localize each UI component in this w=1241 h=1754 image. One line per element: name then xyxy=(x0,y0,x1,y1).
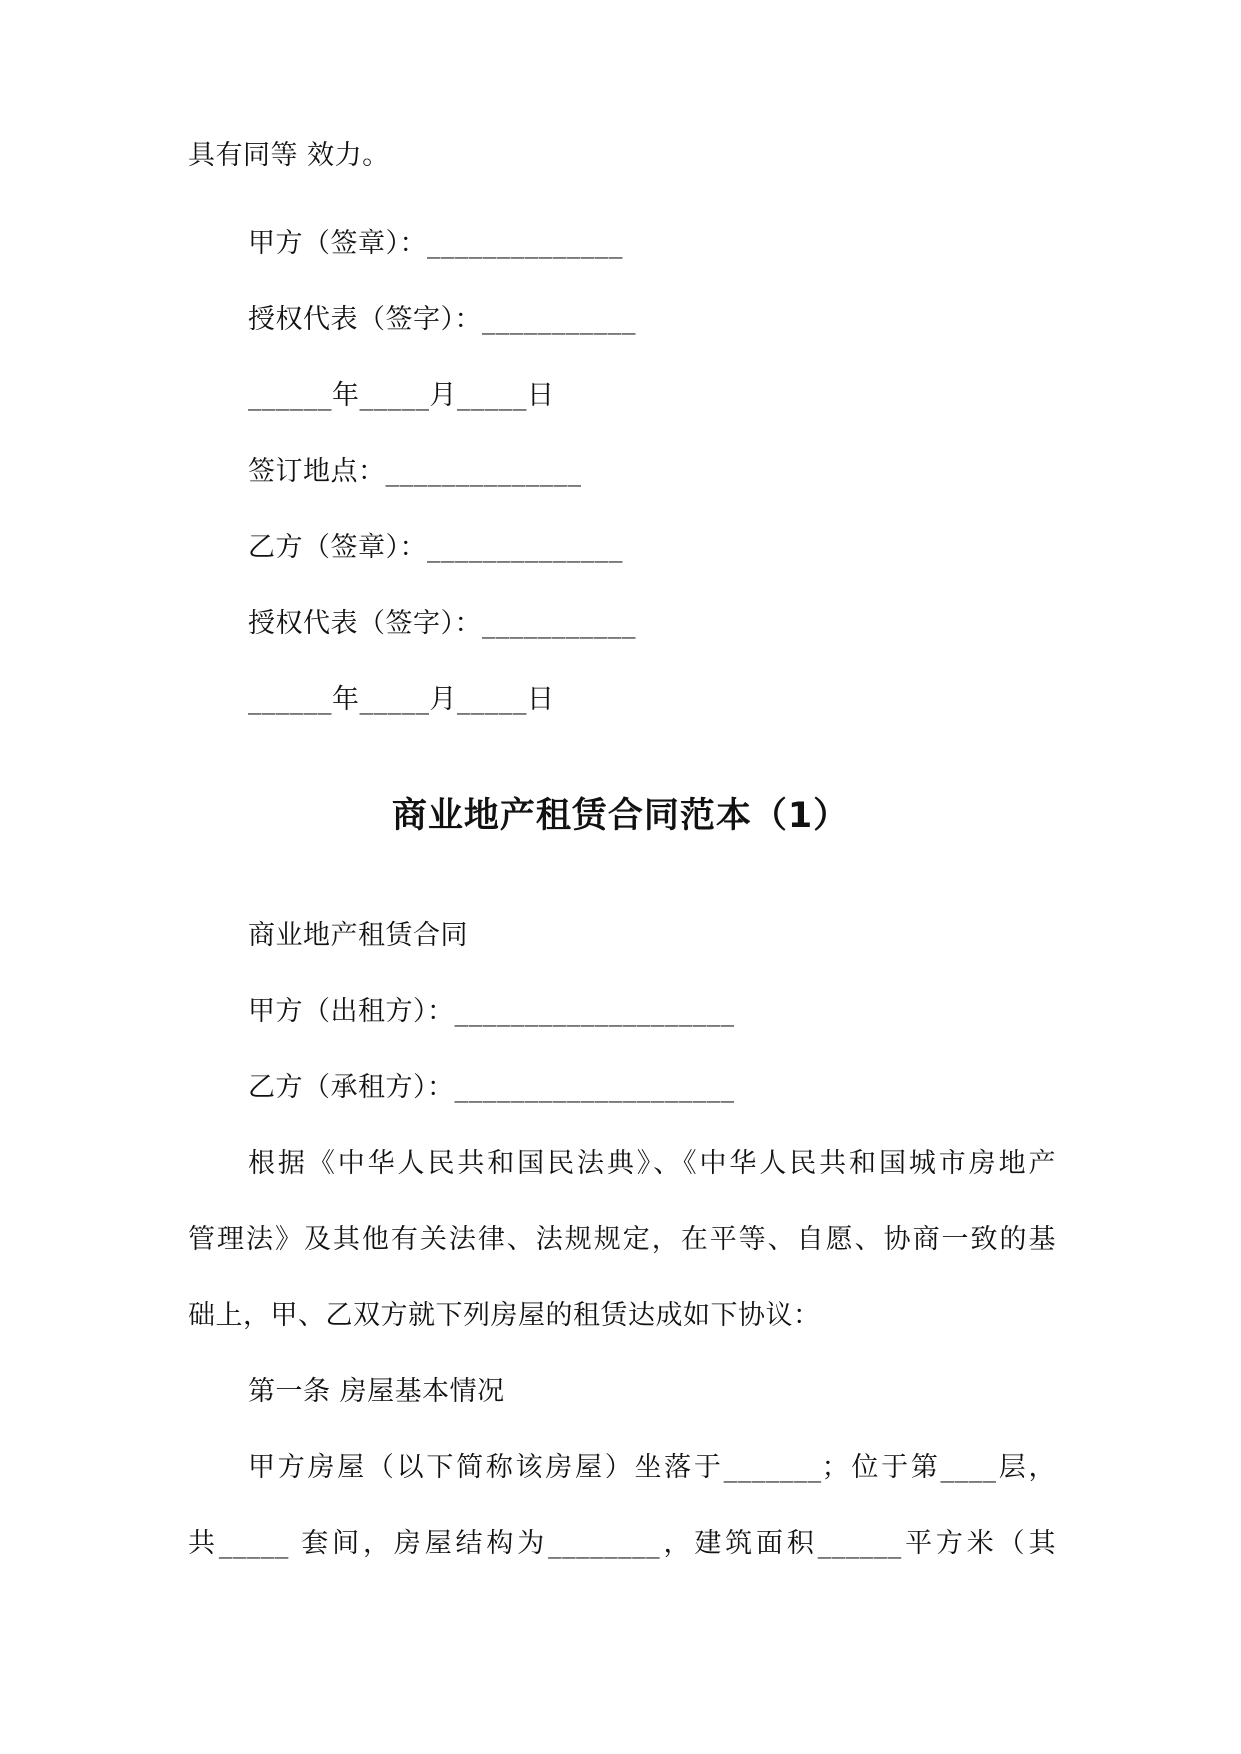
article-heading: 第一条 房屋基本情况 xyxy=(248,1376,505,1407)
contract-name: 商业地产租赁合同 xyxy=(248,920,468,951)
party-b-representative-line: 授权代表（签字）：___________ xyxy=(248,608,636,639)
lessee-line: 乙方（承租方）：____________________ xyxy=(248,1072,735,1103)
text-line: 具有同等 效力。 xyxy=(188,140,390,171)
paragraph-line: 甲方房屋（以下简称该房屋）坐落于_______；位于第____层， xyxy=(248,1452,1056,1483)
paragraph-line: 共_____ 套间，房屋结构为________，建筑面积______平方米（其 xyxy=(188,1528,1056,1559)
lessor-line: 甲方（出租方）：____________________ xyxy=(248,996,735,1027)
party-a-representative-line: 授权代表（签字）：___________ xyxy=(248,304,636,335)
party-a-date-line: ______年_____月_____日 xyxy=(248,380,555,411)
signing-place-line: 签订地点：______________ xyxy=(248,456,582,487)
party-b-seal-line: 乙方（签章）：______________ xyxy=(248,532,623,563)
paragraph-line: 管理法》及其他有关法律、法规规定，在平等、自愿、协商一致的基 xyxy=(188,1224,1056,1255)
party-b-date-line: ______年_____月_____日 xyxy=(248,684,555,715)
paragraph-line: 础上，甲、乙双方就下列房屋的租赁达成如下协议： xyxy=(188,1300,821,1331)
party-a-seal-line: 甲方（签章）：______________ xyxy=(248,228,623,259)
document-title: 商业地产租赁合同范本（1） xyxy=(391,796,850,836)
paragraph-line: 根据《中华人民共和国民法典》、《中华人民共和国城市房地产 xyxy=(248,1148,1056,1179)
